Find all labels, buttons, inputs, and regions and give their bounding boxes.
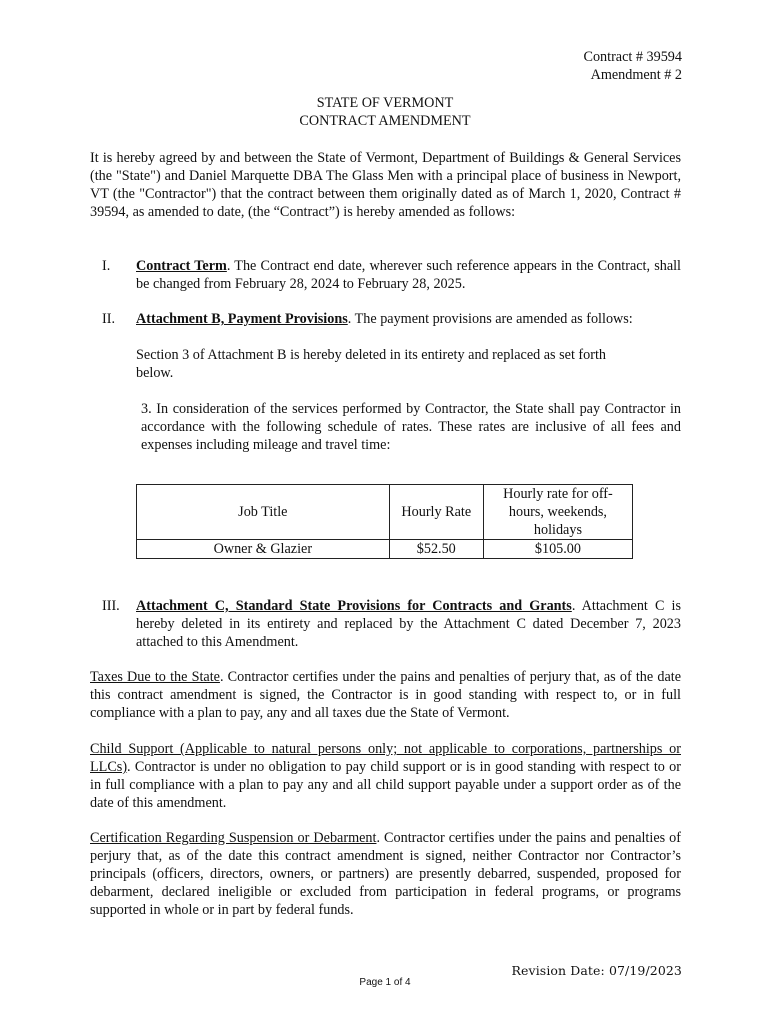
item-numeral-1: I. xyxy=(102,258,111,274)
item-text: . The Contract end date, wherever such reference appears in the Contract, shall be changed from February 28, 2024 to February 28, 2025. xyxy=(136,258,681,292)
item-contract-term xyxy=(136,257,681,293)
debarment-paragraph xyxy=(90,829,681,919)
section-heading: Taxes Due to the State xyxy=(90,669,220,685)
contract-number: Contract # 39594 xyxy=(583,49,682,65)
item-numeral-2: II. xyxy=(102,311,115,327)
contract-header xyxy=(583,48,682,84)
table-cell: Owner & Glazier xyxy=(137,540,390,559)
table-header-cell: Hourly rate for off-hours, weekends, holidays xyxy=(483,485,632,540)
table-cell: $52.50 xyxy=(389,540,483,559)
section-heading: Certification Regarding Suspension or Debarment xyxy=(90,830,377,846)
child-support-paragraph xyxy=(90,740,681,812)
item-payment-provisions xyxy=(136,310,681,328)
section-text: . Contractor certifies under the pains and penalties of perjury that, as of the date this contract amendment is signed, the Contractor is in good standing with respect to, or in full compliance with a plan to pay, any and all taxes due the State of Vermont. xyxy=(90,669,681,721)
title-line-1: STATE OF VERMONT xyxy=(316,95,454,111)
section-text: . Contractor certifies under the pains and penalties of perjury that, as of the date this contract amendment is signed, neither Contractor nor Contractor’s principals (officers, directors, owners, or partners) are presently debarred, suspended, proposed for debarment, declared ineligible or excluded from participation in federal programs, or programs supported in whole or in part by federal funds. xyxy=(90,830,681,918)
document-title xyxy=(0,94,770,130)
section-text: . Contractor is under no obligation to pay child support or is in good standing with respect to or in full compliance with a plan to pay any and all child support payable under a support order as of the date of this amendment. xyxy=(90,759,681,811)
item-attachment-c xyxy=(136,597,681,651)
page-number: Page 1 of 4 xyxy=(359,977,411,988)
item-text: . Attachment C is hereby deleted in its entirety and replaced by the Attachment C dated December 7, 2023 attached to this Amendment. xyxy=(136,598,681,650)
item-heading: Attachment C, Standard State Provisions for Contracts and Grants xyxy=(136,598,572,614)
item-subparagraph: 3. In consideration of the services performed by Contractor, the State shall pay Contractor in accordance with the following schedule of rates. These rates are inclusive of all fees and expenses including mileage and travel time: xyxy=(141,401,681,453)
table-row xyxy=(137,540,633,559)
table-cell: $105.00 xyxy=(483,540,632,559)
item-text: . The payment provisions are amended as follows: xyxy=(347,311,633,327)
taxes-paragraph xyxy=(90,668,681,722)
intro-paragraph: It is hereby agreed by and between the State of Vermont, Department of Buildings & General Services (the "State") and Daniel Marquette DBA The Glass Men with a principal place of business in Newport, VT (the "Contractor") that the contract between them originally dated as of March 1, 2020, Contract # 39594, as amended to date, (the “Contract”) is hereby amended as follows: xyxy=(90,150,681,220)
table-header-cell: Job Title xyxy=(137,485,390,540)
table-header-cell: Hourly Rate xyxy=(389,485,483,540)
rates-table xyxy=(136,484,633,559)
item-subparagraph: Section 3 of Attachment B is hereby deleted in its entirety and replaced as set forth below. xyxy=(136,347,607,381)
title-line-2: CONTRACT AMENDMENT xyxy=(299,113,471,129)
revision-date: Revision Date: 07/19/2023 xyxy=(511,963,682,978)
item-heading: Attachment B, Payment Provisions xyxy=(136,311,348,327)
section-heading: Child Support (Applicable to natural persons only; not applicable to corporations, partnerships or LLCs) xyxy=(90,741,681,775)
item-numeral-3: III. xyxy=(102,598,120,614)
item-heading: Contract Term xyxy=(136,258,227,274)
table-header-row xyxy=(137,485,633,540)
amendment-number: Amendment # 2 xyxy=(590,67,682,83)
